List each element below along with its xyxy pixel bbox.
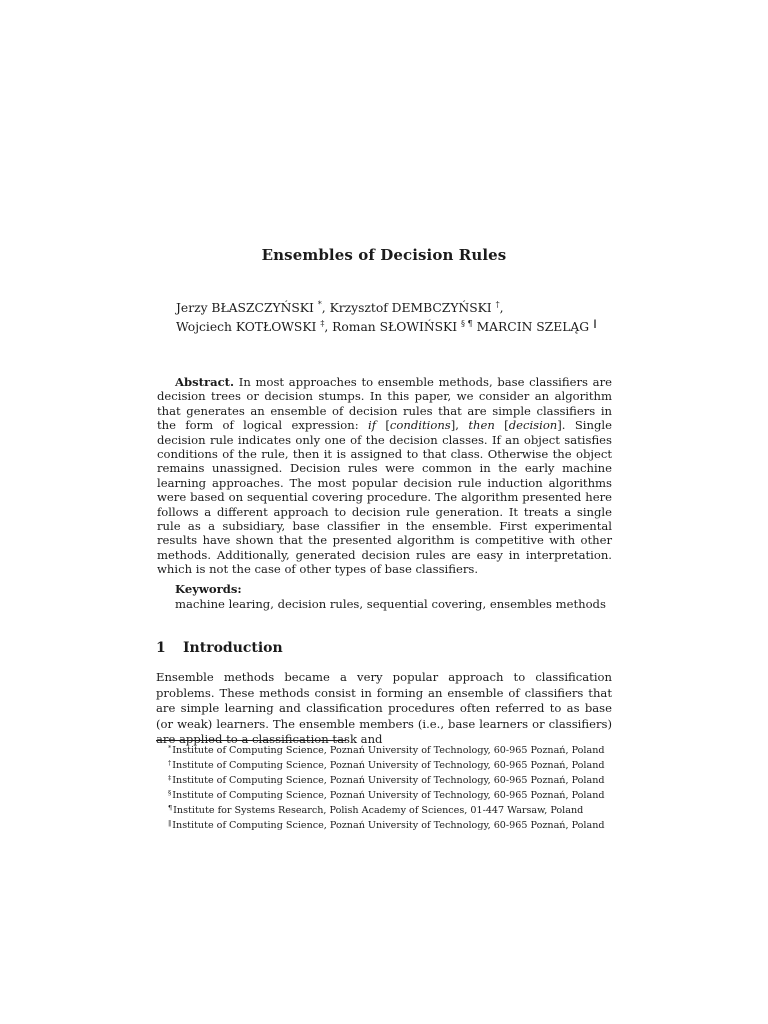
abstract-bracket: [: [376, 418, 390, 433]
section-title: Introduction: [183, 640, 283, 656]
footnote: [168, 817, 618, 832]
author-name: Roman SŁOWIŃSKI: [332, 320, 458, 334]
footnote: [168, 742, 618, 757]
footnote-mark: †: [168, 759, 172, 768]
author-name: MARCIN SZELĄG: [476, 320, 590, 334]
footnote-rule: [156, 740, 346, 741]
abstract-text-1: In most approaches to ensemble methods, base classifiers are decision trees or decision stumps. In this paper, we consider an algorithm that generates an ensemble of decision rules that are simple classifiers in the form of logical expression:: [157, 375, 612, 433]
footnote-mark: *: [168, 744, 172, 752]
section-body: Ensemble methods became a very popular approach to classification problems. These methods consist in forming an ensemble of classifiers that are simple learning and classification procedures often referred to as base (or weak) learners. The ensemble members (i.e., base learners or classifiers) are applied to a classification task and: [156, 670, 612, 746]
author-mark: †: [495, 300, 500, 309]
author-mark: ‖: [592, 319, 597, 328]
footnote-text: Institute of Computing Science, Poznań University of Technology, 60-965 Poznań, Poland: [172, 775, 605, 787]
footnote: [168, 787, 618, 802]
footnote: [168, 772, 618, 787]
abstract-heading: Abstract.: [175, 375, 235, 389]
author-mark: ‡: [320, 319, 325, 328]
abstract: [157, 375, 612, 577]
author-name: Jerzy BŁASZCZYŃSKI: [176, 301, 314, 315]
abstract-decision: decision: [508, 418, 558, 433]
author-line-1: Jerzy BŁASZCZYŃSKI *, Krzysztof DEMBCZYŃSKI †,: [176, 300, 504, 315]
section-heading: [156, 640, 283, 656]
footnote-mark: ‖: [168, 819, 172, 828]
author-name: Wojciech KOTŁOWSKI: [176, 320, 317, 334]
author-mark: § ¶: [461, 319, 473, 328]
author-mark: *: [317, 300, 322, 309]
footnote-text: Institute of Computing Science, Poznań University of Technology, 60-965 Poznań, Poland: [172, 790, 605, 802]
footnote-mark: ¶: [168, 804, 173, 813]
abstract-bracket: [: [494, 418, 509, 433]
footnote-mark: ‡: [168, 774, 172, 783]
footnote-mark: §: [168, 789, 172, 798]
footnote-text: Institute of Computing Science, Poznań University of Technology, 60-965 Poznań, Poland: [172, 745, 605, 756]
abstract-bracket: ],: [450, 418, 469, 433]
abstract-then: then: [468, 418, 495, 433]
abstract-text-2: ]. Single decision rule indicates only one of the decision classes. If an object satisfies conditions of the rule, then it is assigned to that class. Otherwise the object remains unassigned. Decision rules were common in the early machine learning approaches. The most popular decision rule induction algorithms were based on sequential covering procedure. The algorithm presented here follows a different approach to decision rule generation. It treats a single rule as a subsidiary, base classifier in the ensemble. First experimental results have shown that the presented algorithm is competitive with other methods. Additionally, generated decision rules are easy in interpretation. which is not the case of other types of base classifiers.: [157, 418, 612, 577]
footnote: [168, 757, 618, 772]
footnote: [168, 802, 618, 817]
footnote-text: Institute of Computing Science, Poznań University of Technology, 60-965 Poznań, Poland: [172, 820, 605, 832]
keywords-heading: Keywords:: [175, 582, 242, 596]
abstract-if: if: [368, 418, 377, 433]
paper-title: Ensembles of Decision Rules: [261, 246, 507, 264]
footnote-text: Institute for Systems Research, Polish Academy of Sciences, 01-447 Warsaw, Poland: [173, 805, 584, 817]
section-number: 1: [156, 640, 166, 656]
keywords-text: machine learing, decision rules, sequential covering, ensembles methods: [175, 597, 606, 611]
author-name: Krzysztof DEMBCZYŃSKI: [329, 301, 492, 315]
author-line-2: Wojciech KOTŁOWSKI ‡, Roman SŁOWIŃSKI § ¶ MARCIN SZELĄG ‖: [176, 319, 597, 334]
abstract-conditions: conditions: [389, 418, 451, 433]
author-list: [176, 297, 597, 335]
footnote-text: Institute of Computing Science, Poznań University of Technology, 60-965 Poznań, Poland: [172, 760, 605, 772]
footnotes: [168, 742, 618, 833]
